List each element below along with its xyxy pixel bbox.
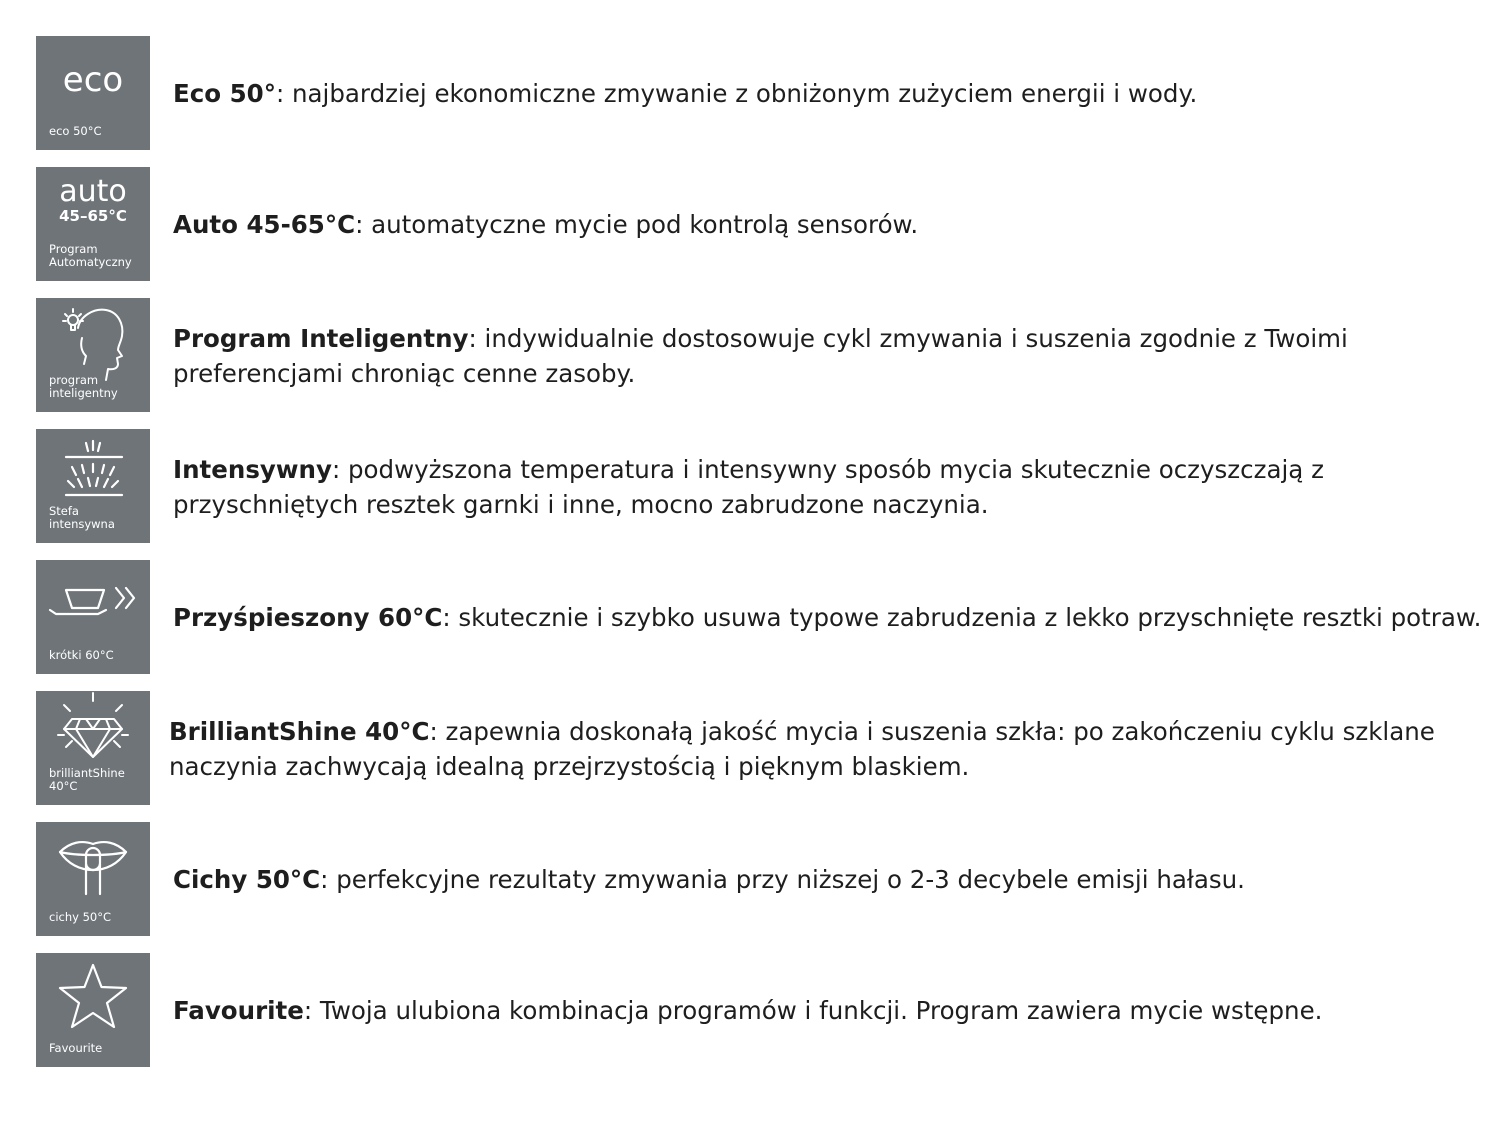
silent-description: [173, 862, 1493, 897]
favourite-description: [173, 993, 1493, 1028]
favourite-program-icon: [36, 953, 150, 1067]
program-row-brilliantshine: [36, 691, 1476, 805]
program-row-eco: [36, 36, 1476, 150]
quick-description: [173, 600, 1493, 635]
intensive-program-icon: [36, 429, 150, 543]
auto-program-icon: [36, 167, 150, 281]
program-row-intensive: [36, 429, 1476, 543]
brilliantshine-program-name: BrilliantShine 40°C: [169, 717, 430, 746]
favourite-program-text: : Twoja ulubiona kombinacja programów i funkcji. Program zawiera mycie wstępne.: [303, 996, 1323, 1025]
auto-icon-temperature: 45–65°C: [59, 207, 127, 225]
auto-program-text: : automatyczne mycie pod kontrolą sensorów.: [355, 210, 919, 239]
quick-program-text: : skutecznie i szybko usuwa typowe zabrudzenia z lekko przyschnięte resztki potraw.: [442, 603, 1482, 632]
program-row-intelligent: [36, 298, 1476, 412]
eco-program-name: Eco 50°: [173, 79, 276, 108]
silent-program-icon: [36, 822, 150, 936]
eco-icon-word: eco: [62, 60, 124, 100]
program-row-favourite: [36, 953, 1476, 1067]
intelligent-program-icon: [36, 298, 150, 412]
program-row-silent: [36, 822, 1476, 936]
intensive-description: [173, 452, 1493, 522]
program-row-quick: [36, 560, 1482, 674]
eco-program-text: : najbardziej ekonomiczne zmywanie z obniżonym zużyciem energii i wody.: [275, 79, 1198, 108]
brilliantshine-program-text: : zapewnia doskonałą jakość mycia i suszenia szkła: po zakończeniu cyklu szklane naczynia zachwycają idealną przejrzystością i pięknym blaskiem.: [169, 717, 1435, 781]
eco-program-icon: [36, 36, 150, 150]
auto-description: [173, 207, 1493, 242]
favourite-program-name: Favourite: [173, 996, 304, 1025]
intelligent-program-text: : indywidualnie dostosowuje cykl zmywania i suszenia zgodnie z Twoimi preferencjami chroniąc cenne zasoby.: [173, 324, 1348, 388]
intensive-program-text: : podwyższona temperatura i intensywny sposób mycia skutecznie oczyszczają z przyschniętych resztek garnki i inne, mocno zabrudzone naczynia.: [173, 455, 1324, 519]
brilliantshine-program-icon: [36, 691, 150, 805]
intelligent-program-name: Program Inteligentny: [173, 324, 469, 353]
program-row-auto: [36, 167, 1476, 281]
intensive-icon-caption: Stefa intensywna: [49, 504, 115, 531]
intensive-program-name: Intensywny: [173, 455, 332, 484]
favourite-icon-caption: Favourite: [49, 1041, 103, 1055]
brilliantshine-icon-caption: brilliantShine 40°C: [49, 766, 125, 793]
intelligent-icon-caption: program inteligentny: [49, 373, 118, 400]
eco-icon-caption: eco 50°C: [49, 124, 102, 138]
quick-program-icon: [36, 560, 150, 674]
eco-description: [173, 76, 1493, 111]
silent-program-name: Cichy 50°C: [173, 865, 321, 894]
intelligent-description: [173, 321, 1493, 391]
quick-program-name: Przyśpieszony 60°C: [173, 603, 443, 632]
auto-program-name: Auto 45-65°C: [173, 210, 356, 239]
brilliantshine-description: [169, 714, 1489, 784]
auto-icon-word: auto: [59, 174, 127, 209]
auto-icon-caption: Program Automatyczny: [49, 242, 132, 269]
silent-program-text: : perfekcyjne rezultaty zmywania przy niższej o 2-3 decybele emisji hałasu.: [320, 865, 1245, 894]
silent-icon-caption: cichy 50°C: [49, 910, 112, 924]
quick-icon-caption: krótki 60°C: [49, 648, 114, 662]
